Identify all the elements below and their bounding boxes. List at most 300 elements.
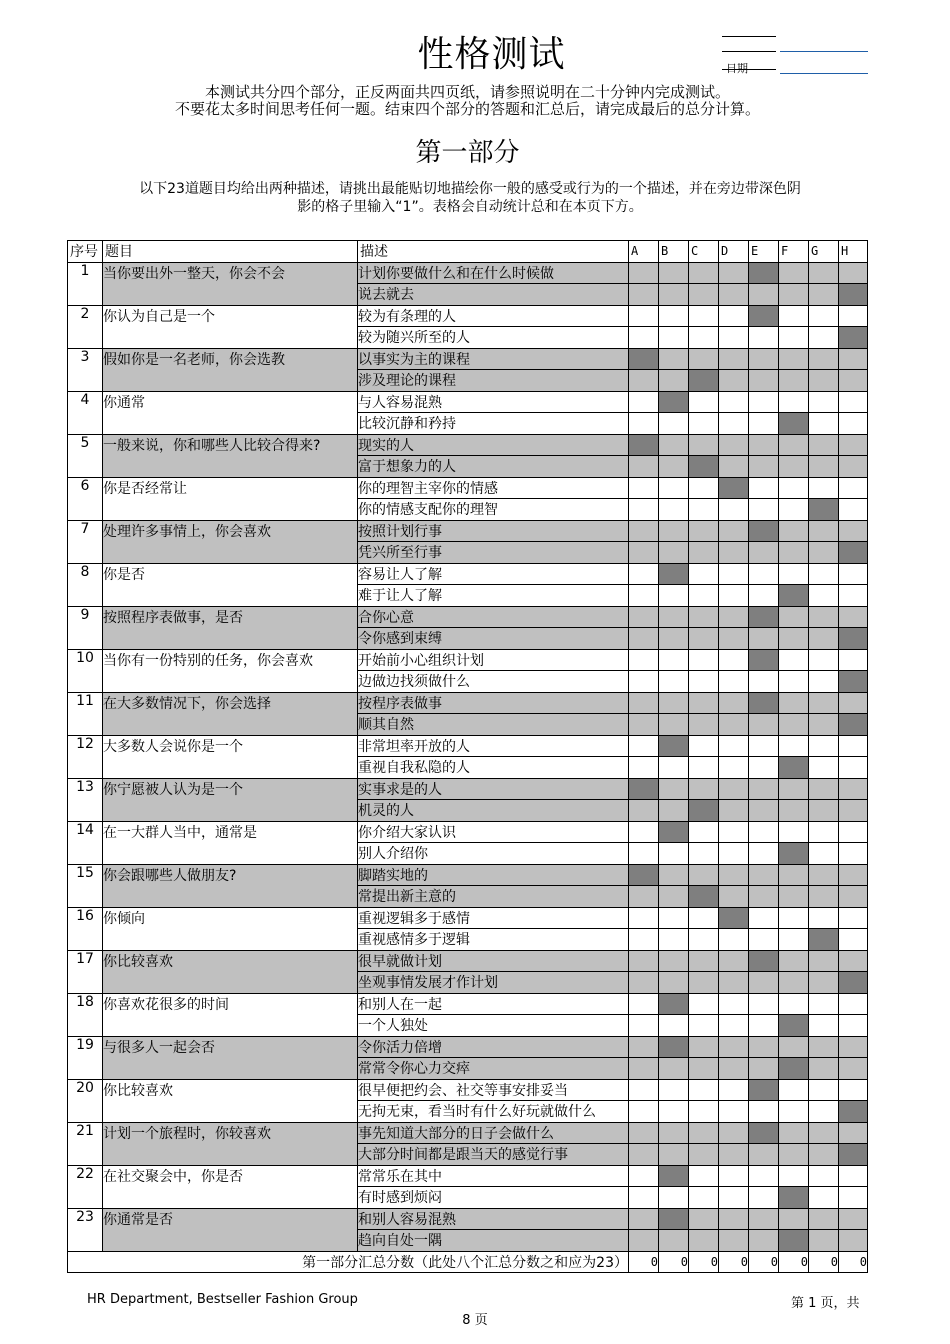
score-cell: [719, 542, 749, 564]
score-cell: [629, 714, 659, 736]
score-cell: [839, 1122, 868, 1144]
score-cell: [689, 1144, 719, 1166]
score-cell: [779, 520, 809, 542]
score-cell: [779, 993, 809, 1015]
score-cell: [809, 1144, 839, 1166]
option-a-text: 令你活力倍增: [358, 1036, 629, 1058]
score-cell: [689, 778, 719, 800]
option-b-text: 难于让人了解: [358, 585, 629, 607]
score-cell: [629, 1122, 659, 1144]
score-cell: [659, 284, 689, 306]
score-cell: [689, 413, 719, 435]
option-a-text: 按照计划行事: [358, 520, 629, 542]
score-cell: [749, 391, 779, 413]
option-a-text: 和别人在一起: [358, 993, 629, 1015]
answer-input-cell[interactable]: [659, 391, 689, 413]
answer-input-cell[interactable]: [659, 1165, 689, 1187]
score-cell: [629, 649, 659, 671]
answer-input-cell[interactable]: [659, 821, 689, 843]
question-number: 18: [68, 993, 103, 1036]
score-cell: [749, 886, 779, 908]
answer-input-cell[interactable]: [689, 456, 719, 478]
col-header-d: D: [719, 241, 749, 263]
summary-b: 0: [659, 1251, 689, 1273]
option-b-text: 无拘无束，看当时有什么好玩就做什么: [358, 1101, 629, 1123]
score-cell: [809, 1122, 839, 1144]
score-cell: [809, 649, 839, 671]
question-number: 1: [68, 262, 103, 305]
answer-input-cell[interactable]: [659, 563, 689, 585]
score-cell: [719, 929, 749, 951]
score-cell: [689, 542, 719, 564]
answer-input-cell[interactable]: [839, 542, 868, 564]
answer-input-cell[interactable]: [749, 1122, 779, 1144]
score-cell: [719, 821, 749, 843]
score-cell: [809, 262, 839, 284]
score-cell: [689, 907, 719, 929]
score-cell: [629, 671, 659, 693]
answer-input-cell[interactable]: [779, 843, 809, 865]
score-cell: [839, 886, 868, 908]
answer-input-cell[interactable]: [749, 649, 779, 671]
question-number: 22: [68, 1165, 103, 1208]
answer-input-cell[interactable]: [839, 1101, 868, 1123]
score-cell: [809, 972, 839, 994]
option-a-text: 重视逻辑多于感情: [358, 907, 629, 929]
score-cell: [749, 1101, 779, 1123]
col-header-question: 题目: [103, 241, 358, 263]
answer-input-cell[interactable]: [809, 499, 839, 521]
table-row: [68, 907, 868, 929]
table-row: [68, 778, 868, 800]
score-cell: [839, 391, 868, 413]
score-cell: [659, 348, 689, 370]
score-cell: [749, 370, 779, 392]
score-cell: [659, 886, 689, 908]
score-cell: [809, 907, 839, 929]
question-number: 20: [68, 1079, 103, 1122]
score-cell: [839, 1230, 868, 1252]
score-cell: [719, 1122, 749, 1144]
score-cell: [809, 1058, 839, 1080]
answer-input-cell[interactable]: [719, 477, 749, 499]
score-cell: [629, 950, 659, 972]
score-cell: [839, 1058, 868, 1080]
question-number: 15: [68, 864, 103, 907]
instructions-line-1: 以下23道题目均给出两种描述，请挑出最能贴切地描绘你一般的感受或行为的一个描述，并在旁边带深色阴: [139, 181, 801, 197]
score-cell: [629, 1187, 659, 1209]
score-cell: [839, 993, 868, 1015]
col-header-e: E: [749, 241, 779, 263]
answer-input-cell[interactable]: [839, 671, 868, 693]
answer-input-cell[interactable]: [839, 1144, 868, 1166]
score-cell: [749, 972, 779, 994]
score-cell: [689, 671, 719, 693]
answer-input-cell[interactable]: [659, 993, 689, 1015]
answer-input-cell[interactable]: [749, 692, 779, 714]
part-title: 第一部分: [415, 138, 520, 168]
score-cell: [839, 800, 868, 822]
option-a-text: 容易让人了解: [358, 563, 629, 585]
score-cell: [719, 843, 749, 865]
score-cell: [659, 1058, 689, 1080]
score-cell: [659, 864, 689, 886]
answer-input-cell[interactable]: [809, 929, 839, 951]
score-cell: [809, 1036, 839, 1058]
score-cell: [719, 520, 749, 542]
option-b-text: 大部分时间都是跟当天的感觉行事: [358, 1144, 629, 1166]
option-b-text: 常提出新主意的: [358, 886, 629, 908]
table-row: [68, 950, 868, 972]
score-cell: [689, 1165, 719, 1187]
score-cell: [659, 649, 689, 671]
score-cell: [749, 563, 779, 585]
score-cell: [809, 1079, 839, 1101]
score-cell: [689, 1101, 719, 1123]
summary-a: 0: [629, 1251, 659, 1273]
answer-input-cell[interactable]: [749, 606, 779, 628]
score-cell: [749, 864, 779, 886]
score-cell: [629, 370, 659, 392]
table-row: [68, 305, 868, 327]
option-a-text: 实事求是的人: [358, 778, 629, 800]
answer-input-cell[interactable]: [749, 950, 779, 972]
score-cell: [719, 1015, 749, 1037]
score-cell: [719, 262, 749, 284]
score-cell: [749, 843, 779, 865]
score-cell: [629, 520, 659, 542]
question-number: 19: [68, 1036, 103, 1079]
col-header-b: B: [659, 241, 689, 263]
score-cell: [719, 886, 749, 908]
question-text: 你喜欢花很多的时间: [103, 993, 358, 1036]
score-cell: [779, 692, 809, 714]
score-cell: [809, 735, 839, 757]
score-cell: [809, 628, 839, 650]
score-cell: [659, 929, 689, 951]
score-cell: [629, 1230, 659, 1252]
score-cell: [809, 520, 839, 542]
answer-input-cell[interactable]: [689, 800, 719, 822]
score-cell: [779, 1165, 809, 1187]
score-cell: [629, 735, 659, 757]
col-header-desc: 描述: [358, 241, 629, 263]
score-cell: [659, 843, 689, 865]
score-cell: [749, 671, 779, 693]
score-cell: [749, 735, 779, 757]
date-label: 日期: [726, 62, 748, 75]
score-cell: [839, 1208, 868, 1230]
option-a-text: 以事实为主的课程: [358, 348, 629, 370]
score-cell: [659, 477, 689, 499]
score-cell: [749, 1208, 779, 1230]
answer-input-cell[interactable]: [779, 1058, 809, 1080]
score-cell: [839, 821, 868, 843]
score-cell: [689, 864, 719, 886]
score-cell: [839, 348, 868, 370]
score-cell: [659, 370, 689, 392]
score-cell: [779, 950, 809, 972]
score-cell: [659, 1015, 689, 1037]
answer-input-cell[interactable]: [629, 434, 659, 456]
score-cell: [749, 499, 779, 521]
answer-input-cell[interactable]: [779, 1015, 809, 1037]
question-text: 计划一个旅程时，你较喜欢: [103, 1122, 358, 1165]
score-cell: [839, 413, 868, 435]
answer-input-cell[interactable]: [779, 585, 809, 607]
score-cell: [779, 434, 809, 456]
table-row: [68, 692, 868, 714]
answer-input-cell[interactable]: [659, 1036, 689, 1058]
footer-page-info: 第 1 页，共: [791, 1296, 860, 1311]
score-cell: [629, 821, 659, 843]
table-row: [68, 821, 868, 843]
score-cell: [809, 542, 839, 564]
score-cell: [809, 585, 839, 607]
score-cell: [839, 864, 868, 886]
score-cell: [809, 327, 839, 349]
option-a-text: 很早便把约会、社交等事安排妥当: [358, 1079, 629, 1101]
score-cell: [809, 370, 839, 392]
table-row: [68, 434, 868, 456]
score-cell: [809, 434, 839, 456]
option-b-text: 别人介绍你: [358, 843, 629, 865]
score-cell: [719, 628, 749, 650]
question-number: 10: [68, 649, 103, 692]
score-cell: [689, 972, 719, 994]
score-cell: [779, 800, 809, 822]
answer-input-cell[interactable]: [629, 778, 659, 800]
score-cell: [779, 649, 809, 671]
answer-input-cell[interactable]: [749, 1079, 779, 1101]
score-cell: [689, 477, 719, 499]
score-cell: [719, 1144, 749, 1166]
score-cell: [809, 671, 839, 693]
answer-input-cell[interactable]: [779, 1187, 809, 1209]
question-text: 你通常: [103, 391, 358, 434]
score-cell: [719, 1079, 749, 1101]
question-text: 你宁愿被人认为是一个: [103, 778, 358, 821]
answer-input-cell[interactable]: [779, 413, 809, 435]
score-cell: [749, 327, 779, 349]
score-cell: [719, 864, 749, 886]
score-cell: [689, 391, 719, 413]
score-cell: [839, 757, 868, 779]
score-cell: [749, 993, 779, 1015]
score-cell: [659, 456, 689, 478]
score-cell: [779, 370, 809, 392]
score-cell: [629, 800, 659, 822]
option-a-text: 你介绍大家认识: [358, 821, 629, 843]
score-cell: [749, 929, 779, 951]
score-cell: [779, 886, 809, 908]
score-cell: [719, 370, 749, 392]
option-a-text: 现实的人: [358, 434, 629, 456]
score-cell: [779, 1036, 809, 1058]
option-b-text: 重视感情多于逻辑: [358, 929, 629, 951]
score-cell: [689, 284, 719, 306]
score-cell: [689, 563, 719, 585]
score-cell: [689, 434, 719, 456]
score-cell: [839, 1079, 868, 1101]
answer-input-cell[interactable]: [659, 1208, 689, 1230]
score-cell: [779, 284, 809, 306]
score-cell: [629, 327, 659, 349]
answer-input-cell[interactable]: [779, 1230, 809, 1252]
score-cell: [839, 907, 868, 929]
score-cell: [809, 714, 839, 736]
score-cell: [719, 993, 749, 1015]
answer-input-cell[interactable]: [629, 348, 659, 370]
summary-d: 0: [719, 1251, 749, 1273]
answer-input-cell[interactable]: [689, 886, 719, 908]
answer-input-cell[interactable]: [719, 907, 749, 929]
answer-input-cell[interactable]: [779, 757, 809, 779]
score-cell: [749, 800, 779, 822]
score-cell: [629, 542, 659, 564]
score-cell: [659, 950, 689, 972]
col-header-h: H: [839, 241, 868, 263]
score-cell: [809, 1101, 839, 1123]
table-row: [68, 1036, 868, 1058]
score-cell: [839, 778, 868, 800]
score-cell: [689, 520, 719, 542]
answer-input-cell[interactable]: [749, 520, 779, 542]
answer-input-cell[interactable]: [629, 864, 659, 886]
score-cell: [719, 606, 749, 628]
score-cell: [689, 735, 719, 757]
score-cell: [839, 1015, 868, 1037]
score-cell: [719, 305, 749, 327]
answer-input-cell[interactable]: [689, 370, 719, 392]
score-cell: [779, 864, 809, 886]
question-number: 14: [68, 821, 103, 864]
answer-input-cell[interactable]: [839, 714, 868, 736]
question-number: 2: [68, 305, 103, 348]
footer-page-total: 8 页: [462, 1313, 488, 1328]
score-cell: [629, 692, 659, 714]
answer-input-cell[interactable]: [839, 327, 868, 349]
question-text: 假如你是一名老师，你会选教: [103, 348, 358, 391]
score-cell: [839, 262, 868, 284]
option-b-text: 涉及理论的课程: [358, 370, 629, 392]
score-cell: [749, 714, 779, 736]
score-cell: [659, 520, 689, 542]
score-cell: [689, 1015, 719, 1037]
score-cell: [809, 950, 839, 972]
score-cell: [659, 1122, 689, 1144]
score-cell: [779, 262, 809, 284]
option-b-text: 较为随兴所至的人: [358, 327, 629, 349]
score-cell: [839, 456, 868, 478]
score-cell: [749, 1187, 779, 1209]
score-cell: [749, 413, 779, 435]
question-number: 12: [68, 735, 103, 778]
score-cell: [689, 1187, 719, 1209]
score-cell: [629, 563, 659, 585]
score-cell: [659, 757, 689, 779]
score-cell: [749, 628, 779, 650]
answer-input-cell[interactable]: [659, 735, 689, 757]
score-cell: [659, 305, 689, 327]
score-cell: [629, 391, 659, 413]
page-title: 性格测试: [417, 34, 566, 75]
answer-input-cell[interactable]: [839, 628, 868, 650]
option-a-text: 脚踏实地的: [358, 864, 629, 886]
score-cell: [839, 370, 868, 392]
table-row: [68, 1165, 868, 1187]
question-text: 在大多数情况下，你会选择: [103, 692, 358, 735]
score-cell: [809, 348, 839, 370]
score-cell: [839, 563, 868, 585]
questionnaire-table: [67, 240, 868, 1273]
option-b-text: 常常令你心力交瘁: [358, 1058, 629, 1080]
answer-input-cell[interactable]: [839, 284, 868, 306]
table-row: [68, 1079, 868, 1101]
score-cell: [659, 606, 689, 628]
score-cell: [629, 907, 659, 929]
score-cell: [779, 907, 809, 929]
score-cell: [839, 735, 868, 757]
option-b-text: 富于想象力的人: [358, 456, 629, 478]
score-cell: [779, 499, 809, 521]
question-text: 与很多人一起会否: [103, 1036, 358, 1079]
intro-line-1: 本测试共分四个部分，正反两面共四页纸，请参照说明在二十分钟内完成测试。: [204, 83, 730, 101]
score-cell: [779, 348, 809, 370]
question-number: 7: [68, 520, 103, 563]
score-cell: [779, 735, 809, 757]
option-a-text: 非常坦率开放的人: [358, 735, 629, 757]
answer-input-cell[interactable]: [749, 262, 779, 284]
question-text: 按照程序表做事，是否: [103, 606, 358, 649]
score-cell: [689, 348, 719, 370]
score-cell: [719, 800, 749, 822]
summary-f: 0: [779, 1251, 809, 1273]
col-header-a: A: [629, 241, 659, 263]
score-cell: [719, 1187, 749, 1209]
score-cell: [809, 1187, 839, 1209]
score-cell: [629, 929, 659, 951]
table-row: [68, 993, 868, 1015]
score-cell: [839, 585, 868, 607]
score-cell: [749, 1144, 779, 1166]
summary-label: 第一部分汇总分数（此处八个汇总分数之和应为23）: [68, 1251, 629, 1273]
question-text: 在一大群人当中，通常是: [103, 821, 358, 864]
score-cell: [719, 434, 749, 456]
score-cell: [809, 305, 839, 327]
option-a-text: 按程序表做事: [358, 692, 629, 714]
score-cell: [659, 327, 689, 349]
score-cell: [749, 585, 779, 607]
answer-input-cell[interactable]: [839, 972, 868, 994]
option-b-text: 顺其自然: [358, 714, 629, 736]
question-text: 你比较喜欢: [103, 1079, 358, 1122]
question-text: 处理许多事情上，你会喜欢: [103, 520, 358, 563]
answer-input-cell[interactable]: [749, 305, 779, 327]
table-header-row: [68, 241, 868, 263]
score-cell: [719, 950, 749, 972]
score-cell: [689, 821, 719, 843]
option-b-text: 说去就去: [358, 284, 629, 306]
score-cell: [719, 1208, 749, 1230]
score-cell: [689, 843, 719, 865]
score-cell: [659, 972, 689, 994]
col-header-num: 序号: [68, 241, 103, 263]
score-cell: [749, 1058, 779, 1080]
score-cell: [659, 778, 689, 800]
score-cell: [689, 1122, 719, 1144]
question-text: 当你要出外一整天，你会不会: [103, 262, 358, 305]
